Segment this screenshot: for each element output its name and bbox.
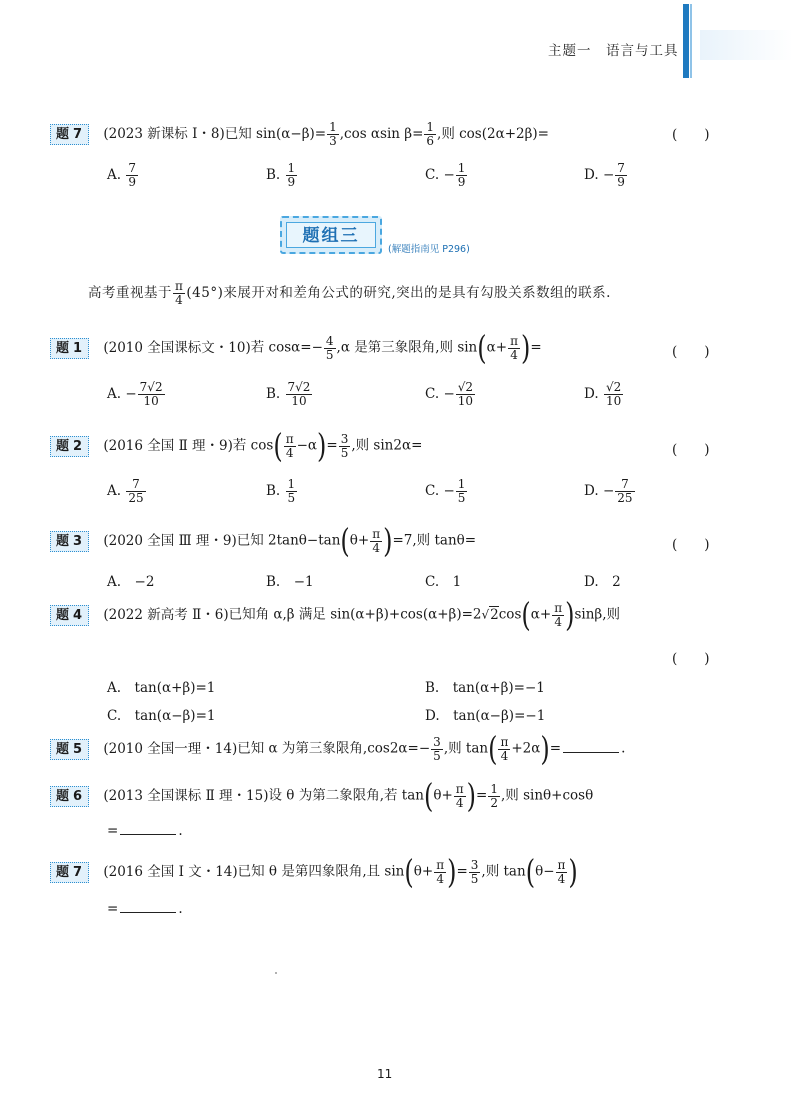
answer-blank <box>120 900 176 913</box>
problem-3: 题3 (2020 全国 Ⅲ 理・9)已知 2tanθ−tan(θ+ $\frac{\pi}{4}$ )=7,则 tanθ= <box>50 527 476 555</box>
option-a: A. tan(α+β)=1 <box>107 680 216 696</box>
option-b: B. $\frac{7√2}{10}$ <box>266 380 311 408</box>
option-c: C. tan(α−β)=1 <box>107 708 216 724</box>
problem-source: (2022 新高考 Ⅱ・6) <box>103 606 229 623</box>
answer-paren: ( ) <box>672 442 710 458</box>
option-b: B. −1 <box>266 574 314 590</box>
fraction: $\frac{1}{6}$ <box>426 120 435 148</box>
group-title: 题组三 <box>286 222 376 248</box>
fraction: $\frac{1}{3}$ <box>329 120 337 148</box>
group-heading-box <box>280 216 382 254</box>
problem-top-7 <box>50 121 549 148</box>
answer-blank <box>120 822 176 835</box>
problem-tag: 题7 <box>50 124 89 145</box>
problem-tag: 题3 <box>50 531 89 552</box>
problem-5: 题5 (2010 全国一理・14)已知 α 为第三象限角,cos2α=− $\frac{3}{5}$ ,则 tan( $\frac{\pi}{4}$ +2α)= . <box>50 735 625 763</box>
option-d: D. − $\frac{7}{9}$ <box>584 161 625 189</box>
group-intro: 高考重视基于 $\frac{\pi}{4}$ (45°)来展开对和差角公式的研究,突出的是具有勾股关系数组的联系. <box>88 279 611 307</box>
answer-paren: ( ) <box>672 651 710 667</box>
answer-paren: ( ) <box>672 537 710 553</box>
problem-source: (2020 全国 Ⅲ 理・9) <box>103 532 237 549</box>
option-a: A. − $\frac{7√2}{10}$ <box>107 380 163 408</box>
option-c: C. 1 <box>425 574 462 590</box>
option-c: C. − $\frac{1}{5}$ <box>425 477 466 505</box>
option-d: D. 2 <box>584 574 621 590</box>
option-b: B. tan(α+β)=−1 <box>425 680 545 696</box>
problem-source: (2010 全国一理・14) <box>103 740 238 757</box>
problem-source: (2023 新课标 Ⅰ・8) <box>103 126 225 142</box>
problem-tag: 题4 <box>50 605 89 626</box>
scan-speck <box>275 972 277 974</box>
problem-source: (2010 全国课标文・10) <box>103 339 251 356</box>
header-accent-bar <box>683 4 689 78</box>
problem-tag: 题2 <box>50 436 89 457</box>
problem-7: 题7 (2016 全国 Ⅰ 文・14)已知 θ 是第四象限角,且 sin(θ+ $\frac{\pi}{4}$ )= $\frac{3}{5}$ ,则 tan(θ− $\frac{\pi}{4}$ ) <box>50 858 578 886</box>
problem-source: (2013 全国课标 Ⅱ 理・15) <box>103 787 269 804</box>
problem-text: ,cos αsin β= <box>339 126 424 142</box>
answer-paren: ( ) <box>672 344 710 360</box>
problem-source: (2016 全国 Ⅰ 文・14) <box>103 863 238 880</box>
problem-text: 已知 sin(α−β)= <box>224 126 327 142</box>
option-a: A. −2 <box>107 574 155 590</box>
option-d: D. tan(α−β)=−1 <box>425 708 546 724</box>
problem-1: 题1 (2010 全国课标文・10)若 cosα=− $\frac{4}{5}$ ,α 是第三象限角,则 sin(α+ $\frac{\pi}{4}$ )= <box>50 334 542 362</box>
header-accent-bar-thin <box>690 4 692 78</box>
problem-6: 题6 (2013 全国课标 Ⅱ 理・15)设 θ 为第二象限角,若 tan(θ+ $\frac{\pi}{4}$ )= $\frac{1}{2}$ ,则 sinθ+cosθ <box>50 782 593 810</box>
answer-paren: ( ) <box>672 127 710 143</box>
option-d: D. $\frac{√2}{10}$ <box>584 380 622 408</box>
option-a: A. $\frac{7}{25}$ <box>107 477 144 505</box>
problem-tag: 题1 <box>50 338 89 359</box>
problem-tag: 题6 <box>50 786 89 807</box>
option-c: C. − $\frac{√2}{10}$ <box>425 380 474 408</box>
problem-2: 题2 (2016 全国 Ⅱ 理・9)若 cos( $\frac{\pi}{4}$ −α)= $\frac{3}{5}$ ,则 sin2α= <box>50 432 422 460</box>
option-c: C. − $\frac{1}{9}$ <box>425 161 466 189</box>
group-hint: (解题指南见 P296) <box>388 244 470 255</box>
header-title: 主题一 语言与工具 <box>548 43 679 59</box>
option-a: A. $\frac{7}{9}$ <box>107 161 136 189</box>
problem-6-answer: = . <box>107 823 183 839</box>
problem-7-answer: = . <box>107 901 183 917</box>
header-decoration <box>700 30 793 60</box>
problem-tag: 题7 <box>50 862 89 883</box>
page-number: 11 <box>377 1067 393 1081</box>
problem-tag: 题5 <box>50 739 89 760</box>
option-b: B. $\frac{1}{9}$ <box>266 161 296 189</box>
answer-blank <box>563 740 619 753</box>
problem-text: ,则 cos(2α+2β)= <box>437 126 549 142</box>
problem-4: 题4 (2022 新高考 Ⅱ・6)已知角 α,β 满足 sin(α+β)+cos(α+β)=2√2cos(α+ $\frac{\pi}{4}$ )sinβ,则 <box>50 601 620 629</box>
option-d: D. − $\frac{7}{25}$ <box>584 477 633 505</box>
option-b: B. $\frac{1}{5}$ <box>266 477 296 505</box>
problem-source: (2016 全国 Ⅱ 理・9) <box>103 437 233 454</box>
